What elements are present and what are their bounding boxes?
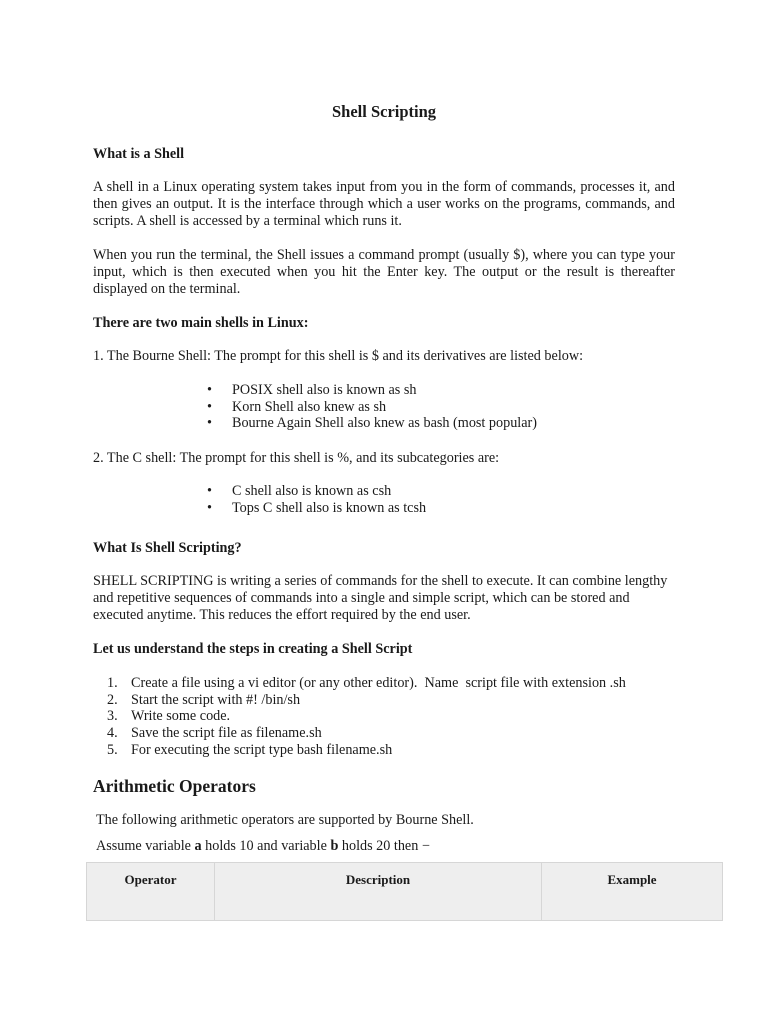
- list-number: 5.: [107, 741, 118, 758]
- paragraph-shell-intro: A shell in a Linux operating system takes input from you in the form of commands, processes it, and then gives an output. It is the interface through which a user works on the programs, commands, and scripts. A shell is accessed by a terminal which runs it.: [93, 179, 675, 229]
- list-number: 3.: [107, 708, 118, 725]
- list-item: • C shell also is known as csh: [207, 483, 426, 500]
- list-text: Start the script with #! /bin/sh: [131, 691, 301, 708]
- list-number: 2.: [107, 691, 118, 708]
- list-item: • Bourne Again Shell also knew as bash (most popular): [207, 415, 537, 432]
- document-title: Shell Scripting: [331, 102, 437, 121]
- list-item: [107, 742, 626, 759]
- paragraph-scripting: SHELL SCRIPTING is writing a series of commands for the shell to execute. It can combine lengthy and repetitive sequences of commands into a single and simple script, which can be stored and executed anytime. This reduces the effort required by the end user.: [93, 573, 668, 623]
- heading-two-shells: There are two main shells in Linux:: [93, 315, 309, 331]
- c-shell-intro: 2. The C shell: The prompt for this shell is %, and its subcategories are:: [93, 450, 500, 466]
- column-header-operator: Operator: [87, 863, 215, 921]
- steps-list: [107, 675, 626, 758]
- bourne-shell-intro: 1. The Bourne Shell: The prompt for this shell is $ and its derivatives are listed below:: [93, 348, 584, 364]
- list-text: Save the script file as filename.sh: [131, 725, 322, 742]
- heading-steps: Let us understand the steps in creating a Shell Script: [93, 641, 413, 657]
- heading-arithmetic-operators: Arithmetic Operators: [93, 776, 256, 796]
- list-text: Create a file using a vi editor (or any other editor). Name script file with extension .sh: [131, 675, 626, 691]
- list-number: 1.: [107, 675, 118, 691]
- heading-what-is-scripting: What Is Shell Scripting?: [93, 540, 242, 556]
- list-text: Write some code.: [131, 708, 231, 725]
- variable-a: a: [194, 838, 202, 854]
- assume-text: holds 20 then −: [338, 838, 430, 854]
- list-item: [107, 708, 626, 725]
- heading-what-is-shell: What is a Shell: [93, 146, 185, 162]
- column-header-description: Description: [215, 863, 542, 921]
- list-item: • Tops C shell also is known as tcsh: [207, 500, 426, 517]
- operators-table: [86, 862, 723, 921]
- paragraph-assume-variables: [96, 838, 678, 855]
- bourne-shell-list: [207, 382, 537, 432]
- assume-text: Assume variable: [96, 838, 195, 854]
- paragraph-arith-supported: The following arithmetic operators are supported by Bourne Shell.: [96, 812, 474, 828]
- list-item: [107, 675, 626, 692]
- table-header-row: [87, 863, 723, 921]
- list-number: 4.: [107, 725, 118, 742]
- list-item: [107, 692, 626, 709]
- paragraph-terminal: When you run the terminal, the Shell issues a command prompt (usually $), where you can type your input, which is then executed when you hit the Enter key. The output or the result is thereafter displayed on the terminal.: [93, 247, 675, 297]
- list-item: • POSIX shell also is known as sh: [207, 382, 537, 399]
- variable-b: b: [330, 838, 339, 854]
- c-shell-list: [207, 483, 426, 516]
- list-item: [107, 725, 626, 742]
- list-item: • Korn Shell also knew as sh: [207, 399, 537, 416]
- list-text: For executing the script type bash filename.sh: [131, 741, 393, 758]
- column-header-example: Example: [542, 863, 723, 921]
- assume-text: holds 10 and variable: [201, 838, 331, 854]
